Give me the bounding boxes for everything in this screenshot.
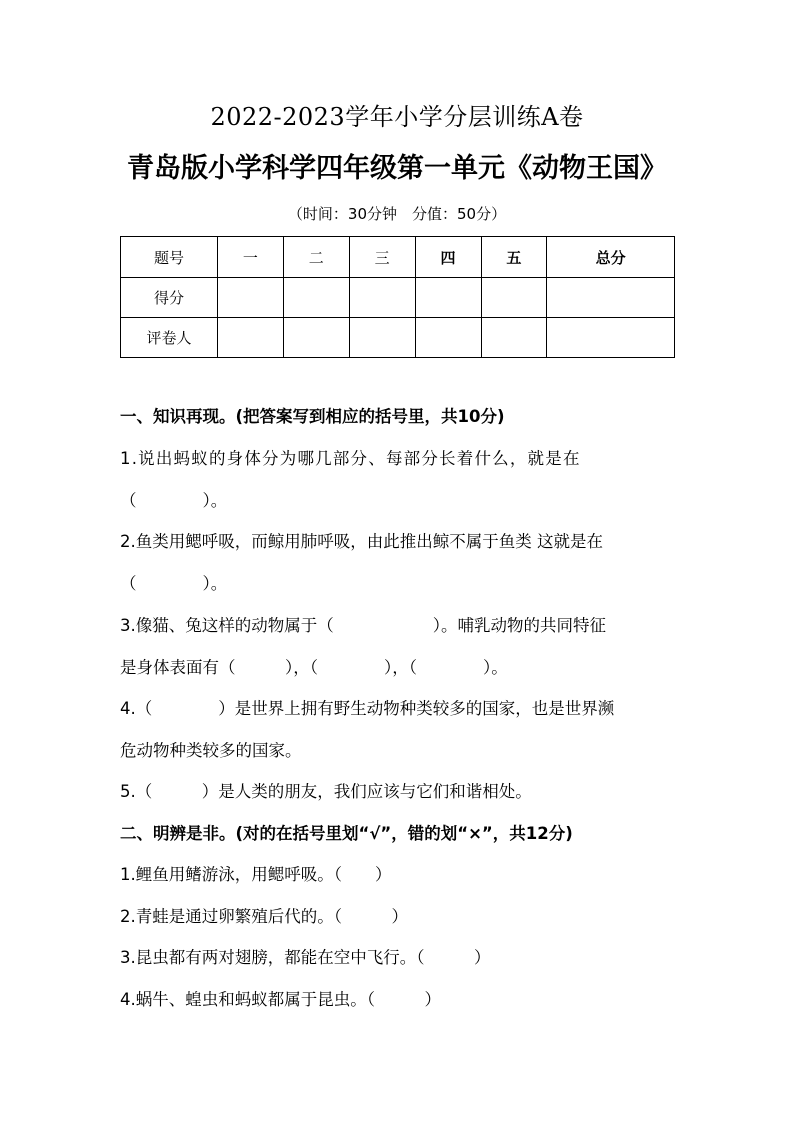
exam-meta: （时间：30分钟 分值：50分）	[287, 205, 507, 223]
question-1-line-1: 1.说出蚂蚁的身体分为哪几部分、每部分长着什么，就是在	[120, 449, 581, 468]
grader-cell[interactable]	[218, 318, 284, 358]
judge-question-3: 3.昆虫都有两对翅膀，都能在空中飞行。（ ）	[120, 948, 491, 967]
score-cell[interactable]	[218, 278, 284, 318]
grader-cell[interactable]	[349, 318, 415, 358]
exam-title: 2022-2023学年小学分层训练A卷	[210, 103, 584, 131]
judge-question-4: 4.蜗牛、蝗虫和蚂蚁都属于昆虫。（ ）	[120, 990, 441, 1009]
question-2-line-2: （ ）。	[120, 574, 228, 593]
header-cell-3: 三	[349, 237, 415, 278]
header-cell-total: 总分	[547, 237, 675, 278]
header-cell-1: 一	[218, 237, 284, 278]
header-cell-4: 四	[415, 237, 481, 278]
score-cell[interactable]	[415, 278, 481, 318]
grader-cell[interactable]	[481, 318, 547, 358]
question-2-line-1: 2.鱼类用鳃呼吸，而鲸用肺呼吸，由此推出鲸不属于鱼类 这就是在	[120, 532, 603, 551]
grader-cell[interactable]	[547, 318, 675, 358]
score-cell[interactable]	[283, 278, 349, 318]
score-cell[interactable]	[481, 278, 547, 318]
score-cell[interactable]	[547, 278, 675, 318]
judge-question-1: 1.鲤鱼用鳍游泳，用鳃呼吸。（ ）	[120, 865, 392, 884]
row-label-grader: 评卷人	[121, 318, 218, 358]
exam-subtitle: 青岛版小学科学四年级第一单元《动物王国》	[127, 153, 667, 184]
score-cell[interactable]	[349, 278, 415, 318]
question-4-line-1: 4.（ ）是世界上拥有野生动物种类较多的国家，也是世界濒	[120, 699, 615, 718]
question-3-line-1: 3.像猫、兔这样的动物属于（ ）。哺乳动物的共同特征	[120, 616, 606, 635]
score-table-header-row	[121, 237, 675, 278]
section-1-heading: 一、知识再现。(把答案写到相应的括号里，共10分)	[120, 407, 505, 426]
header-cell-5: 五	[481, 237, 547, 278]
judge-question-2: 2.青蛙是通过卵繁殖后代的。（ ）	[120, 907, 408, 926]
question-1-line-2: （ ）。	[120, 491, 228, 510]
section-2-heading: 二、明辨是非。(对的在括号里划“√”，错的划“×”，共12分)	[120, 824, 573, 843]
row-label-score: 得分	[121, 278, 218, 318]
grader-cell[interactable]	[415, 318, 481, 358]
question-5-line-1: 5.（ ）是人类的朋友，我们应该与它们和谐相处。	[120, 782, 532, 801]
header-cell-2: 二	[283, 237, 349, 278]
header-cell-number: 题号	[121, 237, 218, 278]
score-table	[120, 236, 675, 358]
grader-cell[interactable]	[283, 318, 349, 358]
question-3-line-2: 是身体表面有（ ），（ ），（ ）。	[120, 658, 508, 677]
grader-row	[121, 318, 675, 358]
question-4-line-2: 危动物种类较多的国家。	[120, 741, 302, 760]
score-row	[121, 278, 675, 318]
